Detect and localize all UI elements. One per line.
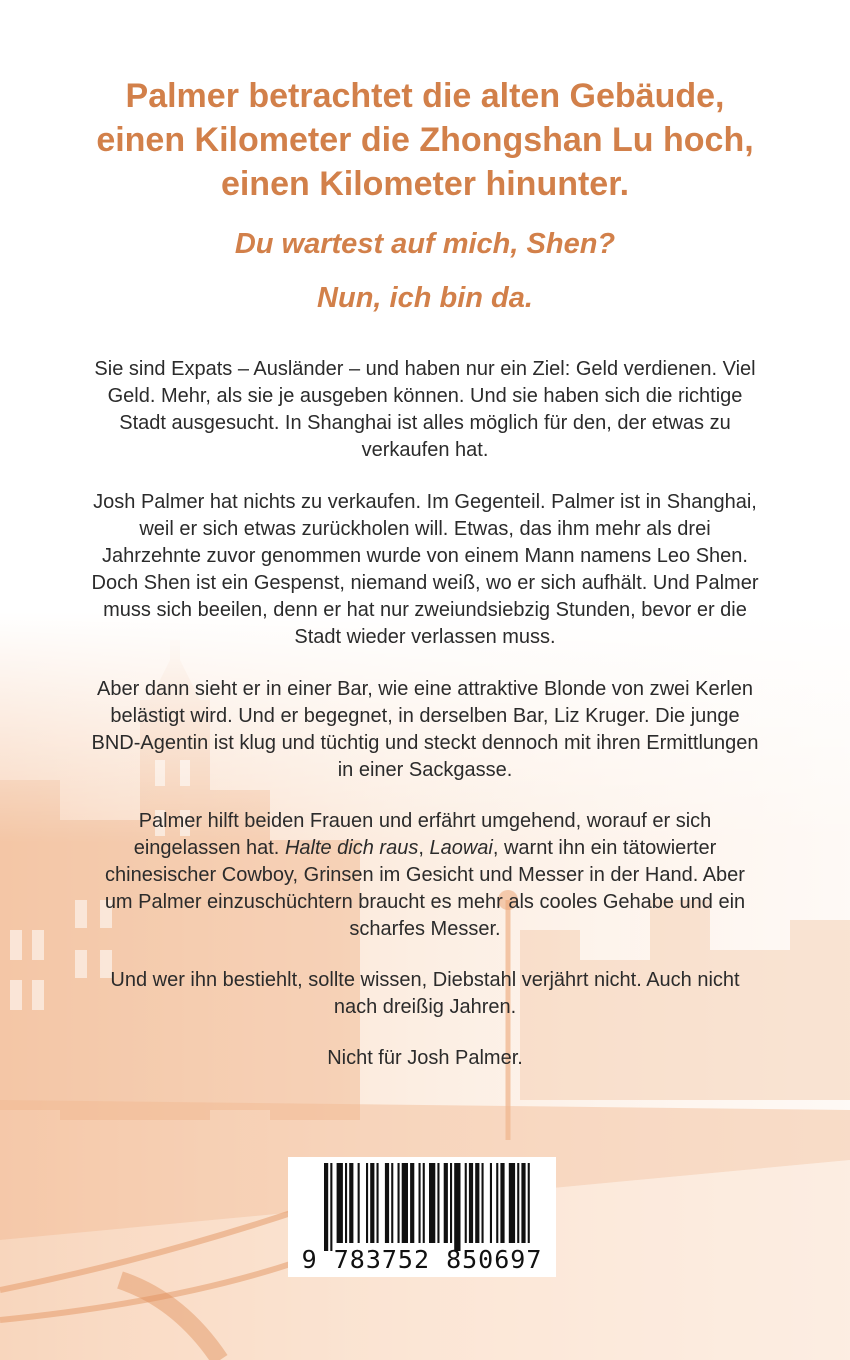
barcode-bar (500, 1163, 504, 1243)
barcode-bar (496, 1163, 498, 1243)
blurb-p4-comma: , (418, 837, 430, 859)
headline-line-1: Palmer betrachtet die alten Gebäude, (125, 77, 725, 115)
barcode-bar (450, 1163, 452, 1243)
barcode-bar (402, 1163, 408, 1243)
barcode-bar (469, 1163, 473, 1243)
barcode-bar (337, 1163, 343, 1243)
blurb-paragraph-5: Und wer ihn bestiehlt, sollte wissen, Diebstahl verjährt nicht. Auch nicht nach dreißig Jahren. (110, 969, 740, 1018)
barcode-bar (349, 1163, 353, 1243)
barcode-bar (444, 1163, 448, 1243)
barcode-bar (324, 1163, 328, 1251)
barcode-bar (465, 1163, 467, 1243)
blurb-paragraph-4 (90, 808, 760, 943)
tagline-question: Du wartest auf mich, Shen? (234, 228, 616, 260)
barcode-bar (410, 1163, 414, 1243)
blurb-closing-line: Nicht für Josh Palmer. (327, 1047, 523, 1069)
barcode-bar (398, 1163, 400, 1243)
blurb-p4-italic-laowai: Laowai (429, 837, 493, 859)
barcode-bar (330, 1163, 332, 1251)
blurb-p4-text-a: Palmer hilft beiden Frauen und erfährt umgehend, worauf er sich eingelassen hat. (133, 810, 712, 859)
barcode-bar (454, 1163, 460, 1251)
barcode-bar (377, 1163, 379, 1243)
blurb-p4-italic-phrase: Halte dich raus (284, 837, 419, 859)
barcode-bar (528, 1163, 530, 1243)
tagline-answer: Nun, ich bin da. (317, 282, 533, 314)
barcode-bar (517, 1163, 519, 1243)
barcode-bar (385, 1163, 389, 1243)
barcode-bar (482, 1163, 484, 1243)
barcode-bar (358, 1163, 360, 1243)
headline (0, 74, 850, 206)
barcode-bar (366, 1163, 368, 1243)
blurb-paragraph-2: Josh Palmer hat nichts zu verkaufen. Im Gegenteil. Palmer ist in Shanghai, weil er sich etwas zurückholen will. Etwas, das ihm mehr als drei Jahrzehnte zuvor genommen wurde von einem Mann namens Leo Shen. Doch Shen ist ein Gespenst, niemand weiß, wo er sich aufhält. Und Palmer muss sich beeilen, denn er hat nur zweiundsiebzig Stunden, bevor er die Stadt wieder verlassen muss. (91, 491, 759, 648)
blurb-paragraph-1: Sie sind Expats – Ausländer – und haben nur ein Ziel: Geld verdienen. Viel Geld. Mehr, als sie je ausgeben können. Und sie haben sich die richtige Stadt ausgesucht. In Shanghai ist alles möglich für den, der etwas zu verkaufen hat. (94, 358, 756, 461)
headline-line-2: einen Kilometer die Zhongshan Lu hoch, (96, 121, 754, 159)
barcode-bar (423, 1163, 425, 1243)
barcode-bar (475, 1163, 479, 1243)
barcode-bar (391, 1163, 393, 1243)
barcode-bar (509, 1163, 515, 1243)
headline-line-3: einen Kilometer hinunter. (220, 165, 630, 203)
blurb-paragraph-3: Aber dann sieht er in einer Bar, wie eine attraktive Blonde von zwei Kerlen belästigt wird. Und er begegnet, in derselben Bar, Liz Kruger. Die junge BND-Agentin ist klug und tüchtig und steckt dennoch mit ihren Ermittlungen in einer Sackgasse. (91, 678, 759, 781)
barcode-bar (370, 1163, 374, 1243)
barcode-bar (437, 1163, 439, 1243)
barcode-bar (345, 1163, 347, 1243)
barcode-bar (429, 1163, 435, 1243)
barcode-bar (419, 1163, 421, 1243)
isbn-number: 9 783752 850697 (301, 1245, 543, 1274)
barcode-bar (490, 1163, 492, 1243)
blurb-p4-text-b: , warnt ihn ein tätowierter chinesischer Cowboy, Grinsen im Gesicht und Messer in der Hand. Aber um Palmer einzuschüchtern braucht es mehr als cooles Gehabe und ein scharfes Messer. (104, 837, 746, 940)
barcode-bar (521, 1163, 525, 1243)
isbn-barcode (288, 1157, 556, 1277)
